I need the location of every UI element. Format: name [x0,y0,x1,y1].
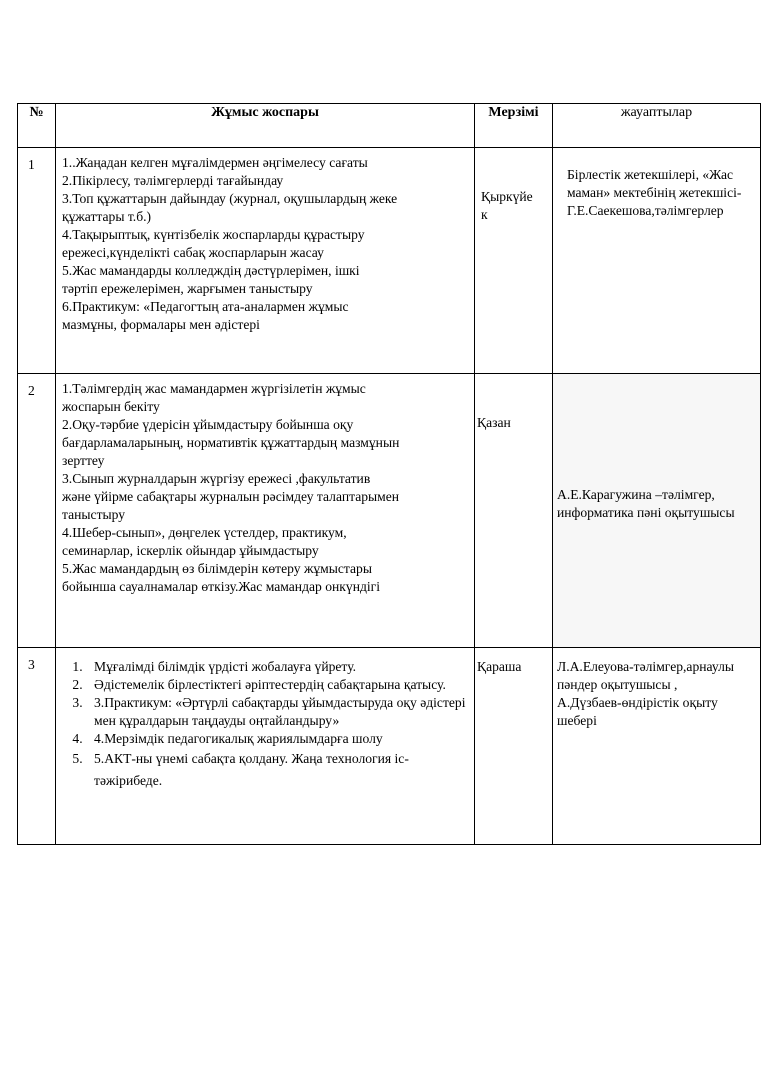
plan-line: және үйірме сабақтары журналын рәсімдеу талаптарымен [62,489,400,504]
row-number: 2 [18,374,56,648]
responsible-text: шебері [557,713,597,728]
plan-line: зерттеу [62,453,105,468]
header-responsible: жауаптылар [553,104,761,148]
plan-line: 5.Жас мамандардың өз білімдерін көтеру жұмыстары [62,561,372,576]
plan-line: 4.Шебер-сынып», дөңгелек үстелдер, практикум, [62,525,347,540]
plan-cell [56,148,475,374]
table-row [18,148,761,374]
plan-line: ережесі,күнделікті сабақ жоспарларын жасау [62,245,324,260]
header-work-plan: Жұмыс жоспары [56,104,475,148]
responsible-cell [553,648,761,845]
plan-line: бағдарламаларының, нормативтік құжаттардың мазмұнын [62,435,400,450]
term-text: к [481,207,488,222]
table-row [18,648,761,845]
term-cell [475,374,553,648]
plan-line: 1..Жаңадан келген мұғалімдермен әңгімелесу сағаты [62,155,368,170]
plan-line: 1.Тәлімгердің жас мамандармен жүргізілетін жұмыс [62,381,366,396]
plan-line: құжаттары т.б.) [62,209,152,224]
plan-line: 6.Практикум: «Педагогтың ата-аналармен жұмыс [62,299,349,314]
term-text: Қазан [477,415,511,430]
plan-cell [56,374,475,648]
list-item: 2. Әдістемелік бірлестіктегі әріптестердің сабақтарына қатысу. [86,676,468,694]
plan-line: жоспарын бекіту [62,399,160,414]
header-term: Мерзімі [475,104,553,148]
plan-cell [56,648,475,845]
responsible-text: Л.А.Елеуова-тәлімгер,арнаулы [557,659,734,674]
plan-line: 4.Тақырыптық, күнтізбелік жоспарларды құрастыру [62,227,365,242]
term-cell [475,148,553,374]
header-row [18,104,761,148]
term-text: Қыркүйе [481,189,533,204]
responsible-text: Г.Е.Саекешова,тәлімгерлер [567,203,724,218]
plan-line: таныстыру [62,507,126,522]
plan-line: 2.Пікірлесу, тәлімгерлерді тағайындау [62,173,284,188]
responsible-cell [553,148,761,374]
row-number: 1 [18,148,56,374]
table-row [18,374,761,648]
responsible-text: маман» мектебінің жетекшісі- [567,185,742,200]
row-number: 3 [18,648,56,845]
plan-line: мазмұны, формалары мен әдістері [62,317,260,332]
responsible-text: А.Е.Карагужина –тәлімгер, [557,487,715,502]
plan-line: 3.Сынып журналдарын жүргізу ережесі ,факультатив [62,471,371,486]
responsible-text: А.Дүзбаев-өндірістік оқыту [557,695,718,710]
plan-line: бойынша сауалнамалар өткізу.Жас мамандар онкүндігі [62,579,381,594]
responsible-text: Бірлестік жетекшілері, «Жас [567,167,734,182]
plan-list [62,658,468,792]
responsible-text: пәндер оқытушысы , [557,677,678,692]
responsible-cell [553,374,761,648]
plan-line: 3.Топ құжаттарын дайындау (журнал, оқушылардың жеке [62,191,398,206]
term-text: Қараша [477,659,522,674]
responsible-text: информатика пәні оқытушысы [557,505,735,520]
header-number: № [18,104,56,148]
term-cell [475,648,553,845]
plan-line: 2.Оқу-тәрбие үдерісін ұйымдастыру бойынша оқу [62,417,354,432]
list-item: 5. 5.АКТ-ны үнемі сабақта қолдану. Жаңа технология іс-тәжірибеде. [86,748,468,792]
plan-line: 5.Жас мамандарды колледждің дәстүрлерімен, ішкі [62,263,360,278]
work-plan-table [17,103,761,845]
list-item: 4. 4.Мерзімдік педагогикалық жариялымдарға шолу [86,730,468,748]
list-item: 1. Мұғалімді білімдік үрдісті жобалауға үйрету. [86,658,468,676]
plan-line: тәртіп ережелерімен, жарғымен таныстыру [62,281,313,296]
list-item: 3. 3.Практикум: «Әртүрлі сабақтарды ұйымдастыруда оқу әдістері мен құралдарын таңдауды оңтайландыру» [86,694,468,730]
plan-line: семинарлар, іскерлік ойындар ұйымдастыру [62,543,319,558]
